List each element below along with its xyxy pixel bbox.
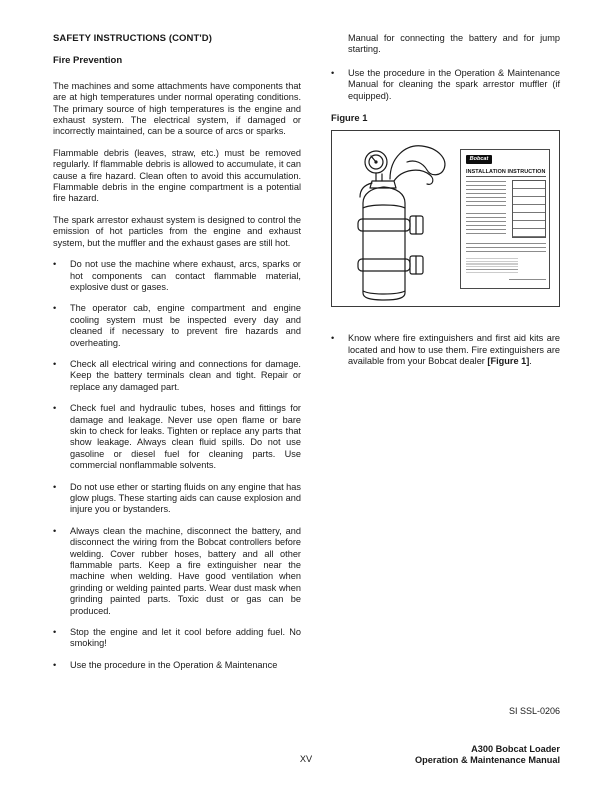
bullet-item xyxy=(53,482,301,516)
bullet-item xyxy=(53,359,301,393)
installation-instruction-sheet xyxy=(460,149,550,289)
bullet-text-start: Know where fire extinguishers and first aid kits are located and how to use them. Fire extinguishers are available from your Bobcat dealer xyxy=(348,333,560,367)
para-high-temperature-components: The machines and some attachments have components that are at high temperatures under normal operating conditions. The primary source of high temperatures is the engine and exhaust system. The electrical system, if damaged or incorrectly maintained, can be a source of arcs or sparks. xyxy=(53,80,301,137)
bullet-text: Do not use ether or starting fluids on any engine that has glow plugs. These starting aids can cause explosion and injure you or bystanders. xyxy=(70,481,301,515)
bullet-item xyxy=(53,526,301,617)
footer-model-line: A300 Bobcat Loader xyxy=(471,744,560,754)
page-number: XV xyxy=(299,754,313,764)
sheet-text-lines xyxy=(466,181,506,209)
figure-label: Figure 1 xyxy=(331,112,368,124)
sheet-text-lines xyxy=(466,213,506,237)
bullet-text: Use the procedure in the Operation & Maintenance xyxy=(70,659,278,670)
subsection-heading: Fire Prevention xyxy=(53,55,123,67)
bullet-text: Check all electrical wiring and connections for damage. Keep the battery terminals clean and tight. Repair or replace any damaged part. xyxy=(70,358,301,392)
para-flammable-debris: Flammable debris (leaves, straw, etc.) must be removed regularly. If flammable debris is allowed to accumulate, it can cause a fire hazard. Clean often to avoid this accumulation. Flammable debris in the engine compartment is a potential fire hazard. xyxy=(53,147,301,204)
document-code: SI SSL-0206 xyxy=(508,706,560,716)
section-heading: SAFETY INSTRUCTIONS (CONT'D) xyxy=(53,33,212,44)
bullet-continuation-text: Manual for connecting the battery and for jump starting. xyxy=(348,33,560,55)
para-spark-arrestor: The spark arrestor exhaust system is designed to control the emission of hot particles from the engine and exhaust system, but the muffler and the exhaust gases are still hot. xyxy=(53,214,301,248)
figure-1 xyxy=(331,130,560,307)
sheet-divider xyxy=(466,176,546,177)
left-column xyxy=(53,33,301,681)
bullet-marker: • xyxy=(53,525,57,536)
bullet-marker: • xyxy=(53,403,57,414)
bullet-item xyxy=(53,627,301,650)
bullet-marker: • xyxy=(331,333,335,344)
bullet-marker: • xyxy=(53,481,57,492)
bullet-marker: • xyxy=(53,303,57,314)
bullet-text: The operator cab, engine compartment and engine cooling system must be inspected every day and cleaned if necessary to prevent fire hazards and overheating. xyxy=(70,303,301,348)
figure-reference: [Figure 1] xyxy=(487,356,530,367)
bullet-item xyxy=(331,333,560,367)
bullet-marker: • xyxy=(53,259,57,270)
bullet-text xyxy=(348,333,560,367)
bullet-item xyxy=(53,403,301,471)
bobcat-logo: Bobcat xyxy=(466,155,492,164)
footer-manual-title xyxy=(415,744,560,766)
bullet-text: Always clean the machine, disconnect the battery, and disconnect the wiring from the Bobcat controllers before welding. Cover rubber hoses, battery and all other flammable parts. Keep a fire extinguisher near the machine when welding. Have good ventilation when grinding or welding painted parts. Wear dust mask when grinding painted parts. Toxic dust or gas can be produced. xyxy=(70,525,301,616)
bullet-marker: • xyxy=(53,627,57,638)
bullet-item xyxy=(53,259,301,293)
footer-manual-line: Operation & Maintenance Manual xyxy=(415,755,560,765)
bullet-text-end: . xyxy=(529,356,532,367)
sheet-fine-print xyxy=(466,258,518,275)
sheet-part-number-line xyxy=(509,279,546,283)
bullet-item xyxy=(53,660,301,671)
bullet-marker: • xyxy=(53,659,57,670)
bullet-item xyxy=(53,303,301,349)
bullet-text: Do not use the machine where exhaust, arcs, sparks or hot components can contact flammable material, explosive dust or gases. xyxy=(70,259,301,292)
sheet-form-table xyxy=(512,180,546,238)
bullet-marker: • xyxy=(53,358,57,369)
sheet-text-lines xyxy=(466,243,546,254)
bullet-text: Stop the engine and let it cool before adding fuel. No smoking! xyxy=(70,627,301,649)
bullet-text: Use the procedure in the Operation & Maintenance Manual for cleaning the spark arrestor muffler (if equipped). xyxy=(348,67,560,101)
right-column xyxy=(331,33,560,378)
bullet-marker: • xyxy=(331,67,335,78)
sheet-title: INSTALLATION INSTRUCTION xyxy=(466,169,546,176)
bullet-text: Check fuel and hydraulic tubes, hoses and fittings for damage and leakage. Never use open flame or bare skin to check for leaks. Tighten or replace any parts that show leakage. Always clean fluid spills. Do not use gasoline or diesel fuel for cleaning parts. Use commercial nonflammable solvents. xyxy=(70,403,301,471)
bullet-item xyxy=(331,68,560,102)
